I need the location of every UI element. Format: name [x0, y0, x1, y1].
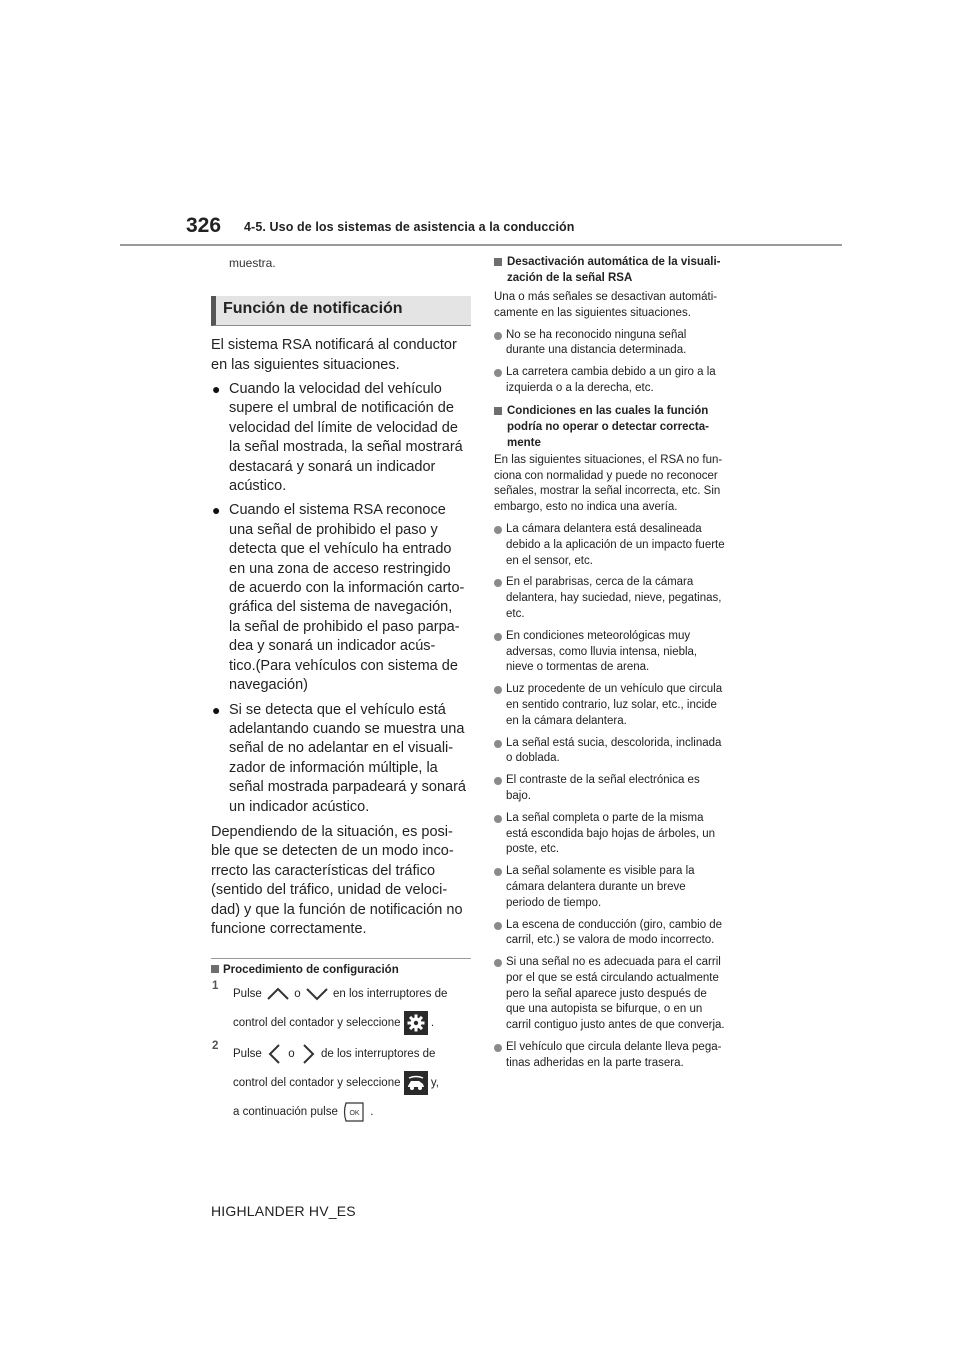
- bullet-dot-icon: [494, 777, 502, 785]
- list-item: La señal solamente es visible para la cámara delantera durante un breve periodo de tiempo.: [494, 864, 756, 911]
- bullet-dot-icon: [494, 633, 502, 641]
- auto-deactivation-heading: Desactivación automática de la visuali- zación de la señal RSA: [494, 254, 756, 286]
- list-item: La escena de conducción (giro, cambio de carril, etc.) se valora de modo incorrecto.: [494, 918, 756, 950]
- list-item: No se ha reconocido ninguna señal durante una distancia determinada.: [494, 328, 756, 360]
- bullet-dot-icon: [494, 868, 502, 876]
- bullet-dot-icon: [494, 740, 502, 748]
- chevron-left-icon: [265, 1043, 285, 1065]
- bullet-dot-icon: [494, 332, 502, 340]
- chevron-right-icon: [298, 1043, 318, 1065]
- step-number: 2: [212, 1039, 219, 1052]
- list-item: La cámara delantera está desalineada debido a la aplicación de un impacto fuerte en el sensor, etc.: [494, 522, 756, 569]
- bullet-dot-icon: [494, 579, 502, 587]
- settings-gear-icon: [404, 1011, 428, 1035]
- bullet-dot-icon: ●: [212, 701, 221, 718]
- list-item: Si una señal no es adecuada para el carril por el que se está circulando actualmente pero la señal aparece justo después de que una autopista se bifurque, o en un carril contiguo justo antes de que converja.: [494, 955, 756, 1034]
- ok-button-icon: [341, 1100, 367, 1124]
- bullet-dot-icon: [494, 686, 502, 694]
- page-number: 326: [186, 214, 222, 237]
- list-item: En el parabrisas, cerca de la cámara delantera, hay suciedad, nieve, pegatinas, etc.: [494, 575, 756, 622]
- procedure-heading: Procedimiento de configuración: [211, 964, 471, 976]
- bullet-dot-icon: ●: [212, 381, 221, 397]
- list-item: El contraste de la señal electrónica es bajo.: [494, 773, 756, 805]
- notification-bullet: ● Cuando la velocidad del vehículo supere el umbral de notificación de velocidad del límite de velocidad de la señal mostrada, la señal mostrará destacará y sonará un indicador acústico.: [212, 381, 463, 495]
- bullet-dot-icon: [494, 815, 502, 823]
- step-number: 1: [212, 979, 219, 992]
- svg-text:OK: OK: [349, 1109, 360, 1117]
- procedure-step-2: 2 Pulse o de los interruptores de control del contador y seleccione y, a continuación pulse OK .: [211, 1040, 471, 1127]
- bullet-dot-icon: [494, 369, 502, 377]
- list-item: El vehículo que circula delante lleva pega- tinas adheridas en la parte trasera.: [494, 1040, 756, 1072]
- square-bullet-icon: [211, 965, 219, 973]
- bullet-dot-icon: [494, 922, 502, 930]
- section-heading: Función de notificación: [211, 296, 471, 326]
- conditions-intro: En las siguientes situaciones, el RSA no fun- ciona con normalidad y puede no reconocer señales, mostrar la señal incorrecta, etc. Sin embargo, esto no indica una avería.: [494, 453, 723, 514]
- list-item: Luz procedente de un vehículo que circula en sentido contrario, luz solar, etc., incide en la cámara delantera.: [494, 682, 756, 729]
- closing-paragraph: Dependiendo de la situación, es posi- ble que se detecten de un modo inco- rrecto las características del tráfico (sentido del tráfico, unidad de veloci- dad) y que la función de notificación no funcione correctamente.: [211, 823, 463, 938]
- list-item: La señal está sucia, descolorida, inclinada o doblada.: [494, 736, 756, 768]
- list-item: La señal completa o parte de la misma está escondida bajo hojas de árboles, un poste, etc.: [494, 811, 756, 858]
- section-title: 4-5. Uso de los sistemas de asistencia a la conducción: [244, 220, 575, 234]
- bullet-dot-icon: [494, 1044, 502, 1052]
- auto-deactivation-intro: Una o más señales se desactivan automáti- camente en las siguientes situaciones.: [494, 291, 718, 319]
- list-item: La carretera cambia debido a un giro a la izquierda o a la derecha, etc.: [494, 365, 756, 397]
- lead-text: muestra.: [229, 256, 276, 270]
- notification-bullet: ● Si se detecta que el vehículo está adelantando cuando se muestra una señal de no adelantar en el visuali- zador de información múltiple, la señal mostrada parpadeará y sonará un indicador acústico.: [212, 701, 466, 815]
- driving-assist-car-icon: [404, 1071, 428, 1095]
- right-column: [494, 254, 756, 1072]
- bullet-dot-icon: [494, 959, 502, 967]
- notification-bullet: ● Cuando el sistema RSA reconoce una señal de prohibido el paso y detecta que el vehículo ha entrado en una zona de acceso restringido de acuerdo con la información carto- gráfica del sistema de navegación, la señal de prohibido el paso parpa- dea y sonará un indicador acús- tico.(Para vehículos con sistema de navegación): [212, 502, 465, 694]
- chevron-up-icon: [265, 986, 291, 1002]
- chevron-down-icon: [304, 986, 330, 1002]
- left-column: [211, 254, 471, 1127]
- header-rule: [120, 244, 842, 246]
- footer-model-name: HIGHLANDER HV_ES: [211, 1203, 356, 1219]
- procedure-step-1: 1 Pulse o en los interruptores de control del contador y seleccione .: [211, 980, 471, 1038]
- square-bullet-icon: [494, 407, 502, 415]
- bullet-dot-icon: [494, 526, 502, 534]
- list-item: En condiciones meteorológicas muy adversas, como lluvia intensa, niebla, nieve o tormentas de arena.: [494, 629, 756, 676]
- square-bullet-icon: [494, 258, 502, 266]
- conditions-heading: Condiciones en las cuales la función podría no operar o detectar correcta- mente: [494, 403, 756, 451]
- intro-paragraph: El sistema RSA notificará al conductor en las siguientes situaciones.: [211, 337, 457, 373]
- bullet-dot-icon: ●: [212, 502, 221, 519]
